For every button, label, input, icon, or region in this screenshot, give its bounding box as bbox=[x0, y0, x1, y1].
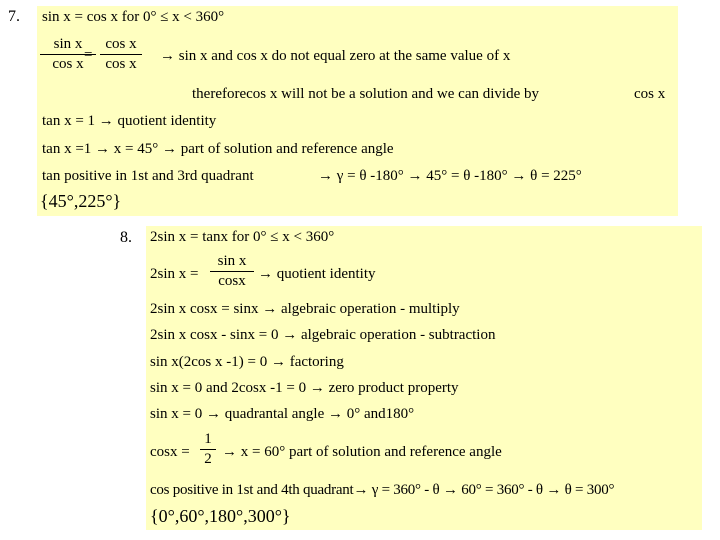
problem-8-equation: 2sin x = tanx for 0° ≤ x < 360° bbox=[150, 229, 335, 245]
fraction-numerator: sin x bbox=[217, 253, 247, 269]
fraction-numerator: cos x bbox=[105, 36, 137, 52]
problem-7-equation: sin x = cos x for 0° ≤ x < 360° bbox=[42, 9, 225, 25]
fraction-numerator: 1 bbox=[204, 431, 212, 447]
problem-7-answer: {45°,225°} bbox=[40, 191, 122, 211]
problem-8-reference-angle-note: → x = 60° part of solution and reference angle bbox=[222, 444, 502, 460]
problem-8-answer: {0°,60°,180°,300°} bbox=[150, 506, 291, 526]
problem-8-number: 8. bbox=[120, 229, 132, 246]
fraction-denominator: 2 bbox=[204, 451, 212, 467]
problem-8-step-2-left: 2sin x = bbox=[150, 266, 199, 282]
problem-8-quadrant-step: cos positive in 1st and 4th quadrant→ γ = 360° - θ → 60° = 360° - θ → θ = 300° bbox=[150, 482, 615, 498]
fraction-bar bbox=[100, 54, 142, 55]
problem-8-subtraction-step: 2sin x cosx - sinx = 0 → algebraic operation - subtraction bbox=[150, 327, 496, 343]
fraction-denominator: cos x bbox=[105, 56, 137, 72]
fraction-numerator: sin x bbox=[53, 36, 83, 52]
problem-8-quotient-identity-note: → quotient identity bbox=[258, 266, 376, 282]
problem-7-quadrant-computation: → γ = θ -180° → 45° = θ -180° → θ = 225° bbox=[318, 168, 582, 184]
fraction-denominator: cos x bbox=[52, 56, 84, 72]
problem-8-one-half-fraction bbox=[200, 431, 216, 468]
problem-7-therefore-line: thereforecos x will not be a solution and we can divide by bbox=[192, 86, 539, 102]
fraction-bar bbox=[200, 449, 216, 450]
problem-8-fraction bbox=[210, 253, 254, 290]
problem-8-factoring-step: sin x(2cos x -1) = 0 → factoring bbox=[150, 354, 344, 370]
fraction-bar bbox=[210, 271, 254, 272]
fraction-denominator: cosx bbox=[218, 273, 246, 289]
problem-8-zero-product-step: sin x = 0 and 2cosx -1 = 0 → zero product property bbox=[150, 380, 459, 396]
problem-7-equals-sign: = bbox=[84, 47, 93, 63]
problem-8-quadrantal-step: sin x = 0 → quadrantal angle → 0° and180° bbox=[150, 406, 415, 422]
problem-7-therefore-end: cos x bbox=[634, 86, 666, 102]
problem-7-reference-angle-step: tan x =1 → x = 45° → part of solution and reference angle bbox=[42, 141, 394, 157]
problem-7-number: 7. bbox=[8, 8, 20, 25]
problem-8-multiply-step: 2sin x cosx = sinx → algebraic operation - multiply bbox=[150, 301, 460, 317]
problem-7-quotient-identity-step: tan x = 1 → quotient identity bbox=[42, 113, 217, 129]
problem-7-quadrant-step: tan positive in 1st and 3rd quadrant bbox=[42, 168, 254, 184]
problem-8-cos-half-left: cosx = bbox=[150, 444, 190, 460]
problem-7-division-note: → sin x and cos x do not equal zero at the same value of x bbox=[160, 48, 511, 64]
problem-7-fraction-right bbox=[100, 36, 142, 73]
